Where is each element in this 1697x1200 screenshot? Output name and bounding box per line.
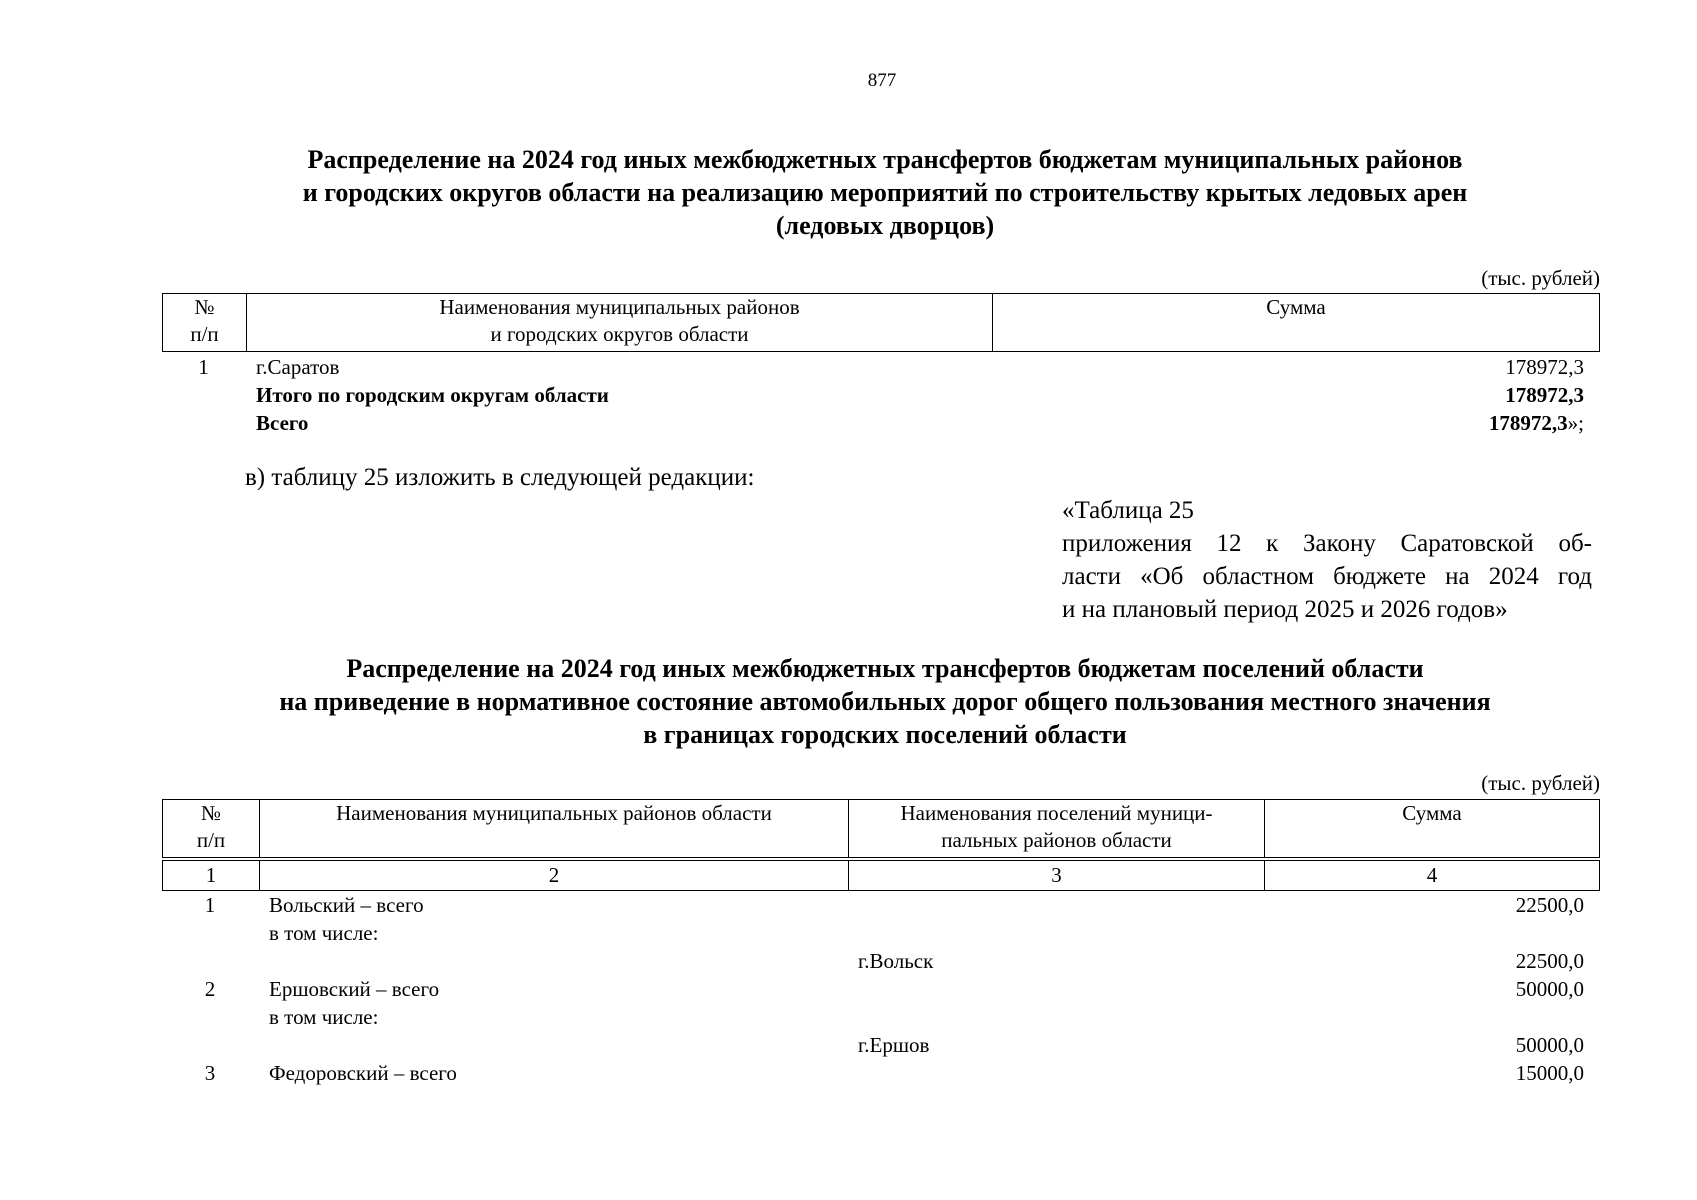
table-reference-line: «Таблица 25 bbox=[1062, 497, 1194, 524]
row-district: Федоровский – всего bbox=[269, 1061, 457, 1085]
header-text: п/п bbox=[196, 828, 226, 852]
table2-title bbox=[160, 652, 1610, 751]
row-district: в том числе: bbox=[269, 1005, 379, 1029]
total-suffix: »; bbox=[1567, 411, 1584, 435]
table-reference bbox=[1062, 494, 1592, 626]
table2-body bbox=[162, 891, 1584, 1087]
row-sum: 22500,0 bbox=[1515, 893, 1584, 917]
header-text: Сумма bbox=[1402, 801, 1462, 825]
total-sum-wrap bbox=[1489, 409, 1584, 437]
header-text: Сумма bbox=[1266, 295, 1326, 319]
table-row bbox=[162, 919, 1584, 947]
table1-title-line: Распределение на 2024 год иных межбюджетных трансфертов бюджетам муниципальных районов bbox=[307, 145, 1463, 174]
column-number: 1 bbox=[205, 863, 217, 887]
table1-title bbox=[160, 143, 1610, 242]
subtotal-label: Итого по городским округам области bbox=[256, 383, 609, 407]
row-num: 2 bbox=[204, 977, 216, 1001]
table1-unit: (тыс. рублей) bbox=[1481, 266, 1600, 290]
table-row bbox=[162, 1003, 1584, 1031]
table2-header-district bbox=[259, 800, 848, 857]
column-number: 2 bbox=[259, 861, 848, 890]
header-text: № bbox=[194, 295, 215, 319]
row-district: Ершовский – всего bbox=[269, 977, 440, 1001]
row-sum: 22500,0 bbox=[1515, 949, 1584, 973]
table2-title-line: на приведение в нормативное состояние автомобильных дорог общего пользования местного значения bbox=[279, 687, 1491, 716]
row-district: Вольский – всего bbox=[269, 893, 424, 917]
table-row bbox=[162, 1031, 1584, 1059]
header-text: п/п bbox=[190, 322, 219, 346]
column-number: 4 bbox=[1264, 861, 1599, 890]
page-number: 877 bbox=[867, 70, 897, 91]
table-row bbox=[162, 891, 1584, 919]
row-settlement: г.Ершов bbox=[858, 1033, 930, 1057]
header-text: Наименования муниципальных районов bbox=[439, 295, 800, 319]
table2-title-line: в границах городских поселений области bbox=[643, 720, 1127, 749]
header-text: № bbox=[200, 801, 222, 825]
table1-title-line: и городских округов области на реализацию мероприятий по строительству крытых ледовых арен bbox=[302, 178, 1468, 207]
row-sum: 178972,3 bbox=[1505, 355, 1584, 379]
table-row bbox=[162, 947, 1584, 975]
row-sum: 50000,0 bbox=[1515, 977, 1584, 1001]
row-num: 1 bbox=[204, 893, 216, 917]
table1-header-sum bbox=[992, 294, 1599, 351]
row-sum: 50000,0 bbox=[1515, 1033, 1584, 1057]
header-text: и городских округов области bbox=[490, 322, 749, 346]
table2-header-settlement bbox=[848, 800, 1264, 857]
row-num: 3 bbox=[204, 1061, 216, 1085]
subtotal-sum: 178972,3 bbox=[1505, 383, 1584, 407]
table1-title-line: (ледовых дворцов) bbox=[775, 211, 995, 240]
table-reference-line: ласти «Об областном бюджете на 2024 год bbox=[1062, 563, 1592, 590]
column-number: 3 bbox=[848, 861, 1264, 890]
header-text: пальных районов области bbox=[941, 828, 1172, 852]
table2-header-num bbox=[163, 800, 259, 857]
table-row bbox=[162, 975, 1584, 1003]
table2-title-line: Распределение на 2024 год иных межбюджетных трансфертов бюджетам поселений области bbox=[346, 654, 1424, 683]
total-label: Всего bbox=[256, 411, 309, 435]
table-reference-line: и на плановый период 2025 и 2026 годов» bbox=[1062, 596, 1508, 623]
row-num: 1 bbox=[198, 355, 209, 379]
table1-header-name bbox=[246, 294, 992, 351]
header-text: Наименования муниципальных районов области bbox=[336, 801, 772, 825]
table2-header-sum bbox=[1264, 800, 1599, 857]
table1-header bbox=[162, 293, 1600, 352]
table1-header-num bbox=[163, 294, 246, 351]
instruction-text: в) таблицу 25 изложить в следующей редакции: bbox=[245, 464, 755, 491]
row-sum: 15000,0 bbox=[1515, 1061, 1584, 1085]
table2-column-numbers bbox=[162, 860, 1600, 891]
table2-header bbox=[162, 799, 1600, 858]
row-district: в том числе: bbox=[269, 921, 379, 945]
total-sum: 178972,3 bbox=[1488, 411, 1568, 435]
header-text: Наименования поселений муници- bbox=[900, 801, 1213, 825]
table2-unit: (тыс. рублей) bbox=[1481, 771, 1600, 795]
table-reference-line: приложения 12 к Закону Саратовской об- bbox=[1062, 530, 1592, 557]
row-settlement: г.Вольск bbox=[858, 949, 934, 973]
row-name: г.Саратов bbox=[256, 355, 340, 379]
table-row bbox=[162, 1059, 1584, 1087]
